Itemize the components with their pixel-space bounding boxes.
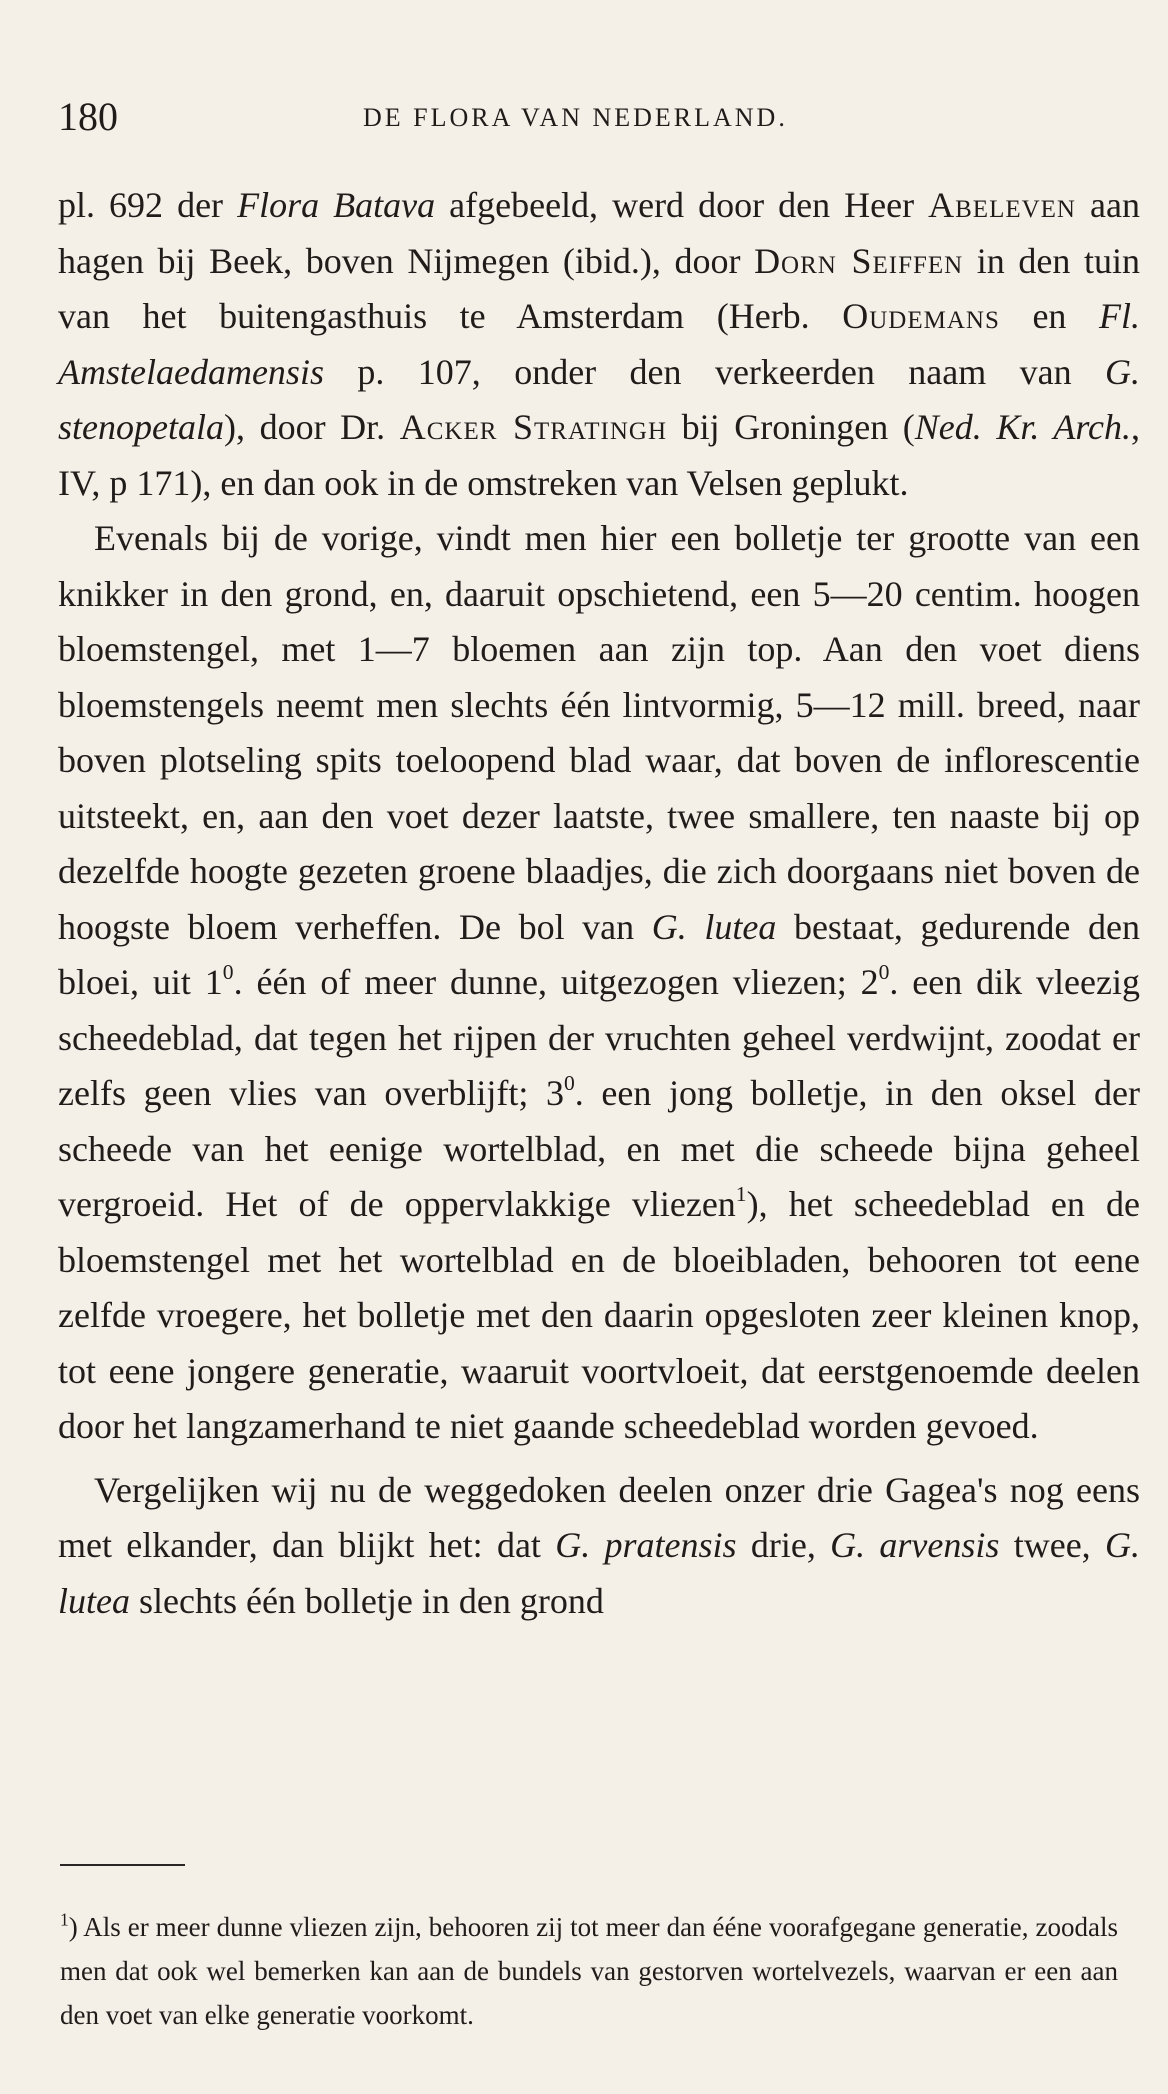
italic-text: Ned. Kr. Arch. xyxy=(914,407,1131,447)
text-run: en xyxy=(999,296,1099,336)
text-run: Evenals bij de vorige, vindt men hier een bolletje ter grootte van een knikker in den grond, en, daaruit opschietend, een 5—20 centim. hoogen bloemstengel, met 1—7 bloemen aan zijn top. Aan den voet diens bloemstengels neemt men slechts één lintvormig, 5—12 mill. breed, naar boven plotseling spits toeloopend blad waar, dat boven de inflorescentie uitsteekt, en, aan den voet dezer laatste, twee smallere, ten naaste bij op dezelfde hoogte gezeten groene blaadjes, die zich doorgaans niet boven de hoogste bloem verheffen. De bol van xyxy=(58,518,1140,947)
person-name: Abeleven xyxy=(928,185,1076,225)
text-run: slechts één bolletje in den grond xyxy=(129,1580,604,1621)
person-name: Oudemans xyxy=(842,296,1000,336)
text-run: pl. 692 der xyxy=(58,185,238,225)
footnote xyxy=(60,1905,1118,2037)
paragraph-2 xyxy=(58,511,1140,1455)
italic-text: G. stenopetala xyxy=(58,351,1140,447)
text-run: . een jong bolletje, in den oksel der scheede van het eenige wortelblad, en met die scheede bijna geheel vergroeid. Het of de oppervlakkige vliezen xyxy=(58,1073,1140,1224)
italic-text: G. arvensis xyxy=(830,1525,1000,1565)
page-header xyxy=(58,92,1110,142)
body-text xyxy=(58,178,1140,1629)
paragraph-3 xyxy=(58,1463,1140,1630)
person-name: Dorn Seiffen xyxy=(754,240,964,281)
text-run: drie, xyxy=(736,1525,831,1565)
text-run: ), door Dr. xyxy=(223,407,400,447)
italic-text: G. lutea xyxy=(58,1525,1140,1621)
page-number: 180 xyxy=(58,94,118,139)
text-run: . een dik vleezig scheedeblad, dat tegen het rijpen der vruchten geheel verdwijnt, zoodat er zelfs geen vlies van overblijft; 3 xyxy=(58,962,1140,1113)
superscript: 0 xyxy=(222,959,234,984)
italic-text: G. pratensis xyxy=(555,1525,737,1565)
text-run: in den tuin van het buitengasthuis te Amsterdam (Herb. xyxy=(58,240,1140,336)
footnote-marker: 1 xyxy=(60,1909,69,1930)
text-run: aan hagen bij Beek, boven Nijmegen (ibid.), door xyxy=(58,185,1140,281)
running-head: DE FLORA VAN NEDERLAND. xyxy=(363,103,788,132)
text-run: ), het scheedeblad en de bloemstengel met het wortelblad en de bloeibladen, behooren tot eene zelfde vroegere, het bolletje met den daarin opgesloten zeer kleinen knop, tot eene jongere generatie, waaruit voortvloeit, dat eerstgenoemde deelen door het langzamerhand te niet gaande scheedeblad worden gevoed. xyxy=(58,1184,1140,1446)
superscript: 0 xyxy=(878,959,890,984)
text-run: , IV, p 171), en dan ook in de omstreken van Velsen geplukt. xyxy=(58,407,1140,503)
text-run: twee, xyxy=(999,1525,1105,1565)
text-run: p. 107, onder den verkeerden naam van xyxy=(323,351,1105,392)
italic-text: Fl. Amstelaedamensis xyxy=(58,296,1140,392)
paragraph-1 xyxy=(58,178,1140,511)
footnote-text xyxy=(60,1905,1118,2037)
footnote-body: ) Als er meer dunne vliezen zijn, behooren zij tot meer dan ééne voorafgegane generatie, zoodals men dat ook wel bemerken kan aan de bundels van gestorven wortelvezels, waarvan er een aan den voet van elke generatie voorkomt. xyxy=(60,1912,1118,2030)
text-run: . één of meer dunne, uitgezogen vliezen; 2 xyxy=(233,962,879,1002)
text-run: bij Groningen ( xyxy=(667,407,915,447)
text-run: bestaat, gedurende den bloei, uit 1 xyxy=(58,906,1140,1002)
person-name: Acker Stratingh xyxy=(399,407,668,447)
footnote-rule xyxy=(60,1864,185,1866)
italic-text: G. lutea xyxy=(651,906,777,947)
text-run: afgebeeld, werd door den Heer xyxy=(435,185,929,225)
text-run: Vergelijken wij nu de weggedoken deelen onzer drie Gagea's nog eens met elkander, dan blijkt het: dat xyxy=(58,1469,1140,1565)
superscript: 0 xyxy=(563,1070,575,1095)
superscript: 1 xyxy=(735,1181,747,1206)
italic-text: Flora Batava xyxy=(237,185,436,225)
